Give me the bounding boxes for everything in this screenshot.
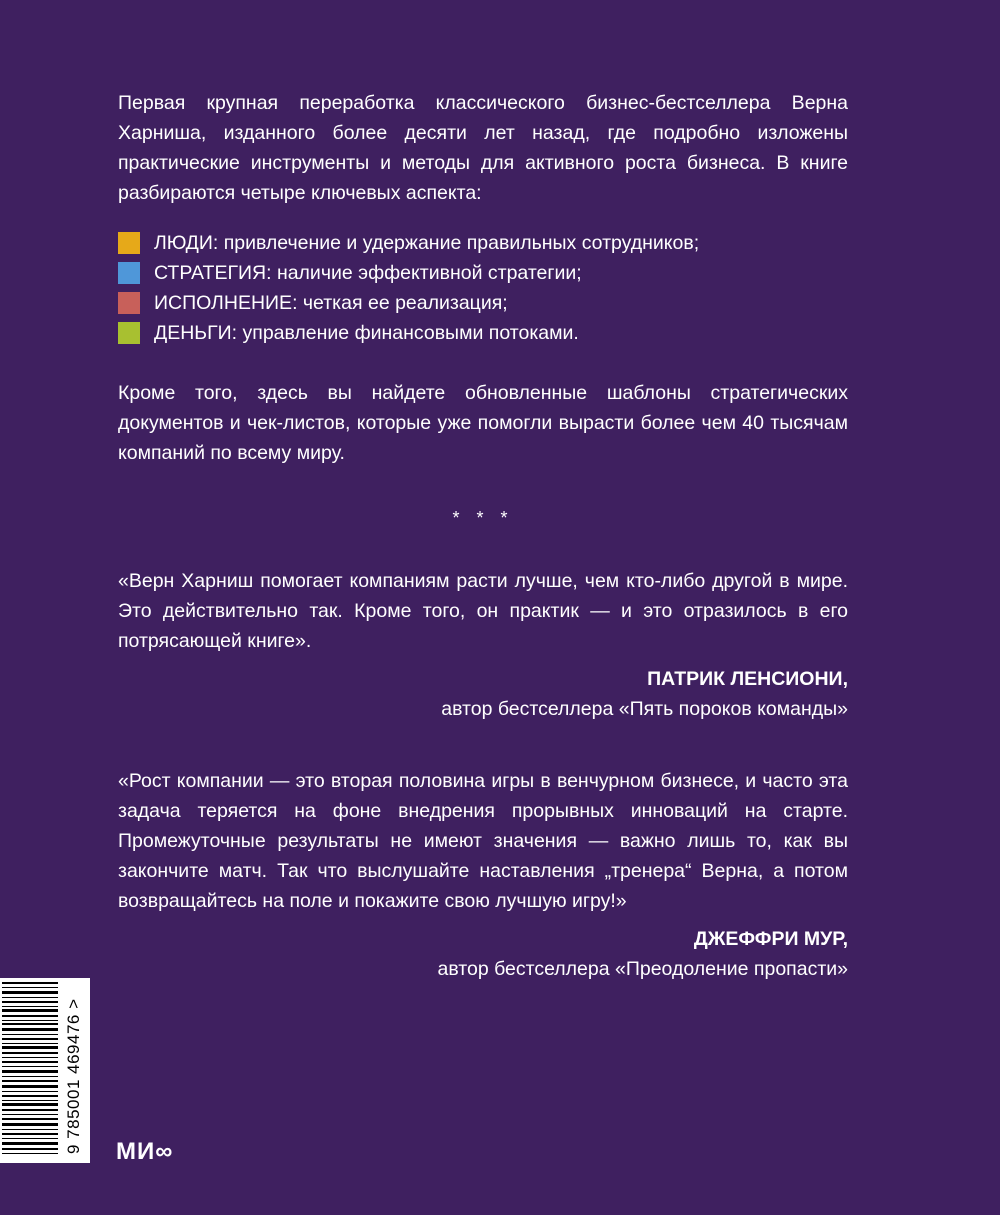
blue-square-icon [118, 262, 140, 284]
isbn-barcode [0, 978, 90, 1163]
quote-lencioni: «Верн Харниш помогает компаниям расти лучше, чем кто-либо другой в мире. Это действительно так. Кроме того, он практик — и это отразилось в его потрясающей книге». [118, 570, 848, 652]
aspect-text: : привлечение и удержание правильных сотрудников; [212, 232, 700, 254]
quote-author-lencioni: ПАТРИК ЛЕНСИОНИ, [647, 668, 848, 690]
publisher-logo: МИ∞ [116, 1138, 174, 1165]
aspect-item-people [118, 228, 848, 258]
quote-moore: «Рост компании — это вторая половина игры в венчурном бизнесе, и часто эта задача теряется на фоне внедрения прорывных инноваций на старте. Промежуточные результаты не имеют значения — важно лишь то, как вы закончите матч. Так что выслушайте наставления „тренера“ Верна, а потом возвращайтесь на поле и покажите свою лучшую игру!» [118, 770, 848, 912]
green-square-icon [118, 322, 140, 344]
aspects-list [118, 228, 848, 348]
aspect-term: ИСПОЛНЕНИЕ [154, 292, 293, 314]
aspect-item-strategy [118, 258, 848, 288]
back-cover-text [118, 88, 848, 984]
quote-role-moore: автор бестселлера «Преодоление пропасти» [437, 958, 848, 980]
aspect-term: ДЕНЬГИ [154, 322, 232, 344]
aspect-term: СТРАТЕГИЯ [154, 262, 267, 284]
aspect-term: ЛЮДИ [154, 232, 213, 254]
aspect-text: : управление финансовыми потоками. [231, 322, 579, 344]
quote-author-moore: ДЖЕФФРИ МУР, [693, 928, 848, 950]
paragraph-templates: Кроме того, здесь вы найдете обновленные шаблоны стратегических документов и чек-листов, которые уже помогли вырасти более чем 40 тысячам компаний по всему миру. [118, 382, 848, 464]
aspect-text: : наличие эффективной стратегии; [266, 262, 582, 284]
quote-role-lencioni: автор бестселлера «Пять пороков команды» [441, 698, 848, 720]
isbn-number: 9 785001 469476 > [64, 998, 83, 1154]
separator-stars: * * * [452, 508, 514, 528]
aspect-item-cash [118, 318, 848, 348]
intro-paragraph: Первая крупная переработка классического бизнес-бестселлера Верна Харниша, изданного более десяти лет назад, где подробно изложены практические инструменты и методы для активного роста бизнеса. В книге разбираются четыре ключевых аспекта: [118, 92, 848, 204]
red-square-icon [118, 292, 140, 314]
yellow-square-icon [118, 232, 140, 254]
barcode-bars [0, 978, 60, 1163]
aspect-text: : четкая ее реализация; [292, 292, 508, 314]
aspect-item-execution [118, 288, 848, 318]
